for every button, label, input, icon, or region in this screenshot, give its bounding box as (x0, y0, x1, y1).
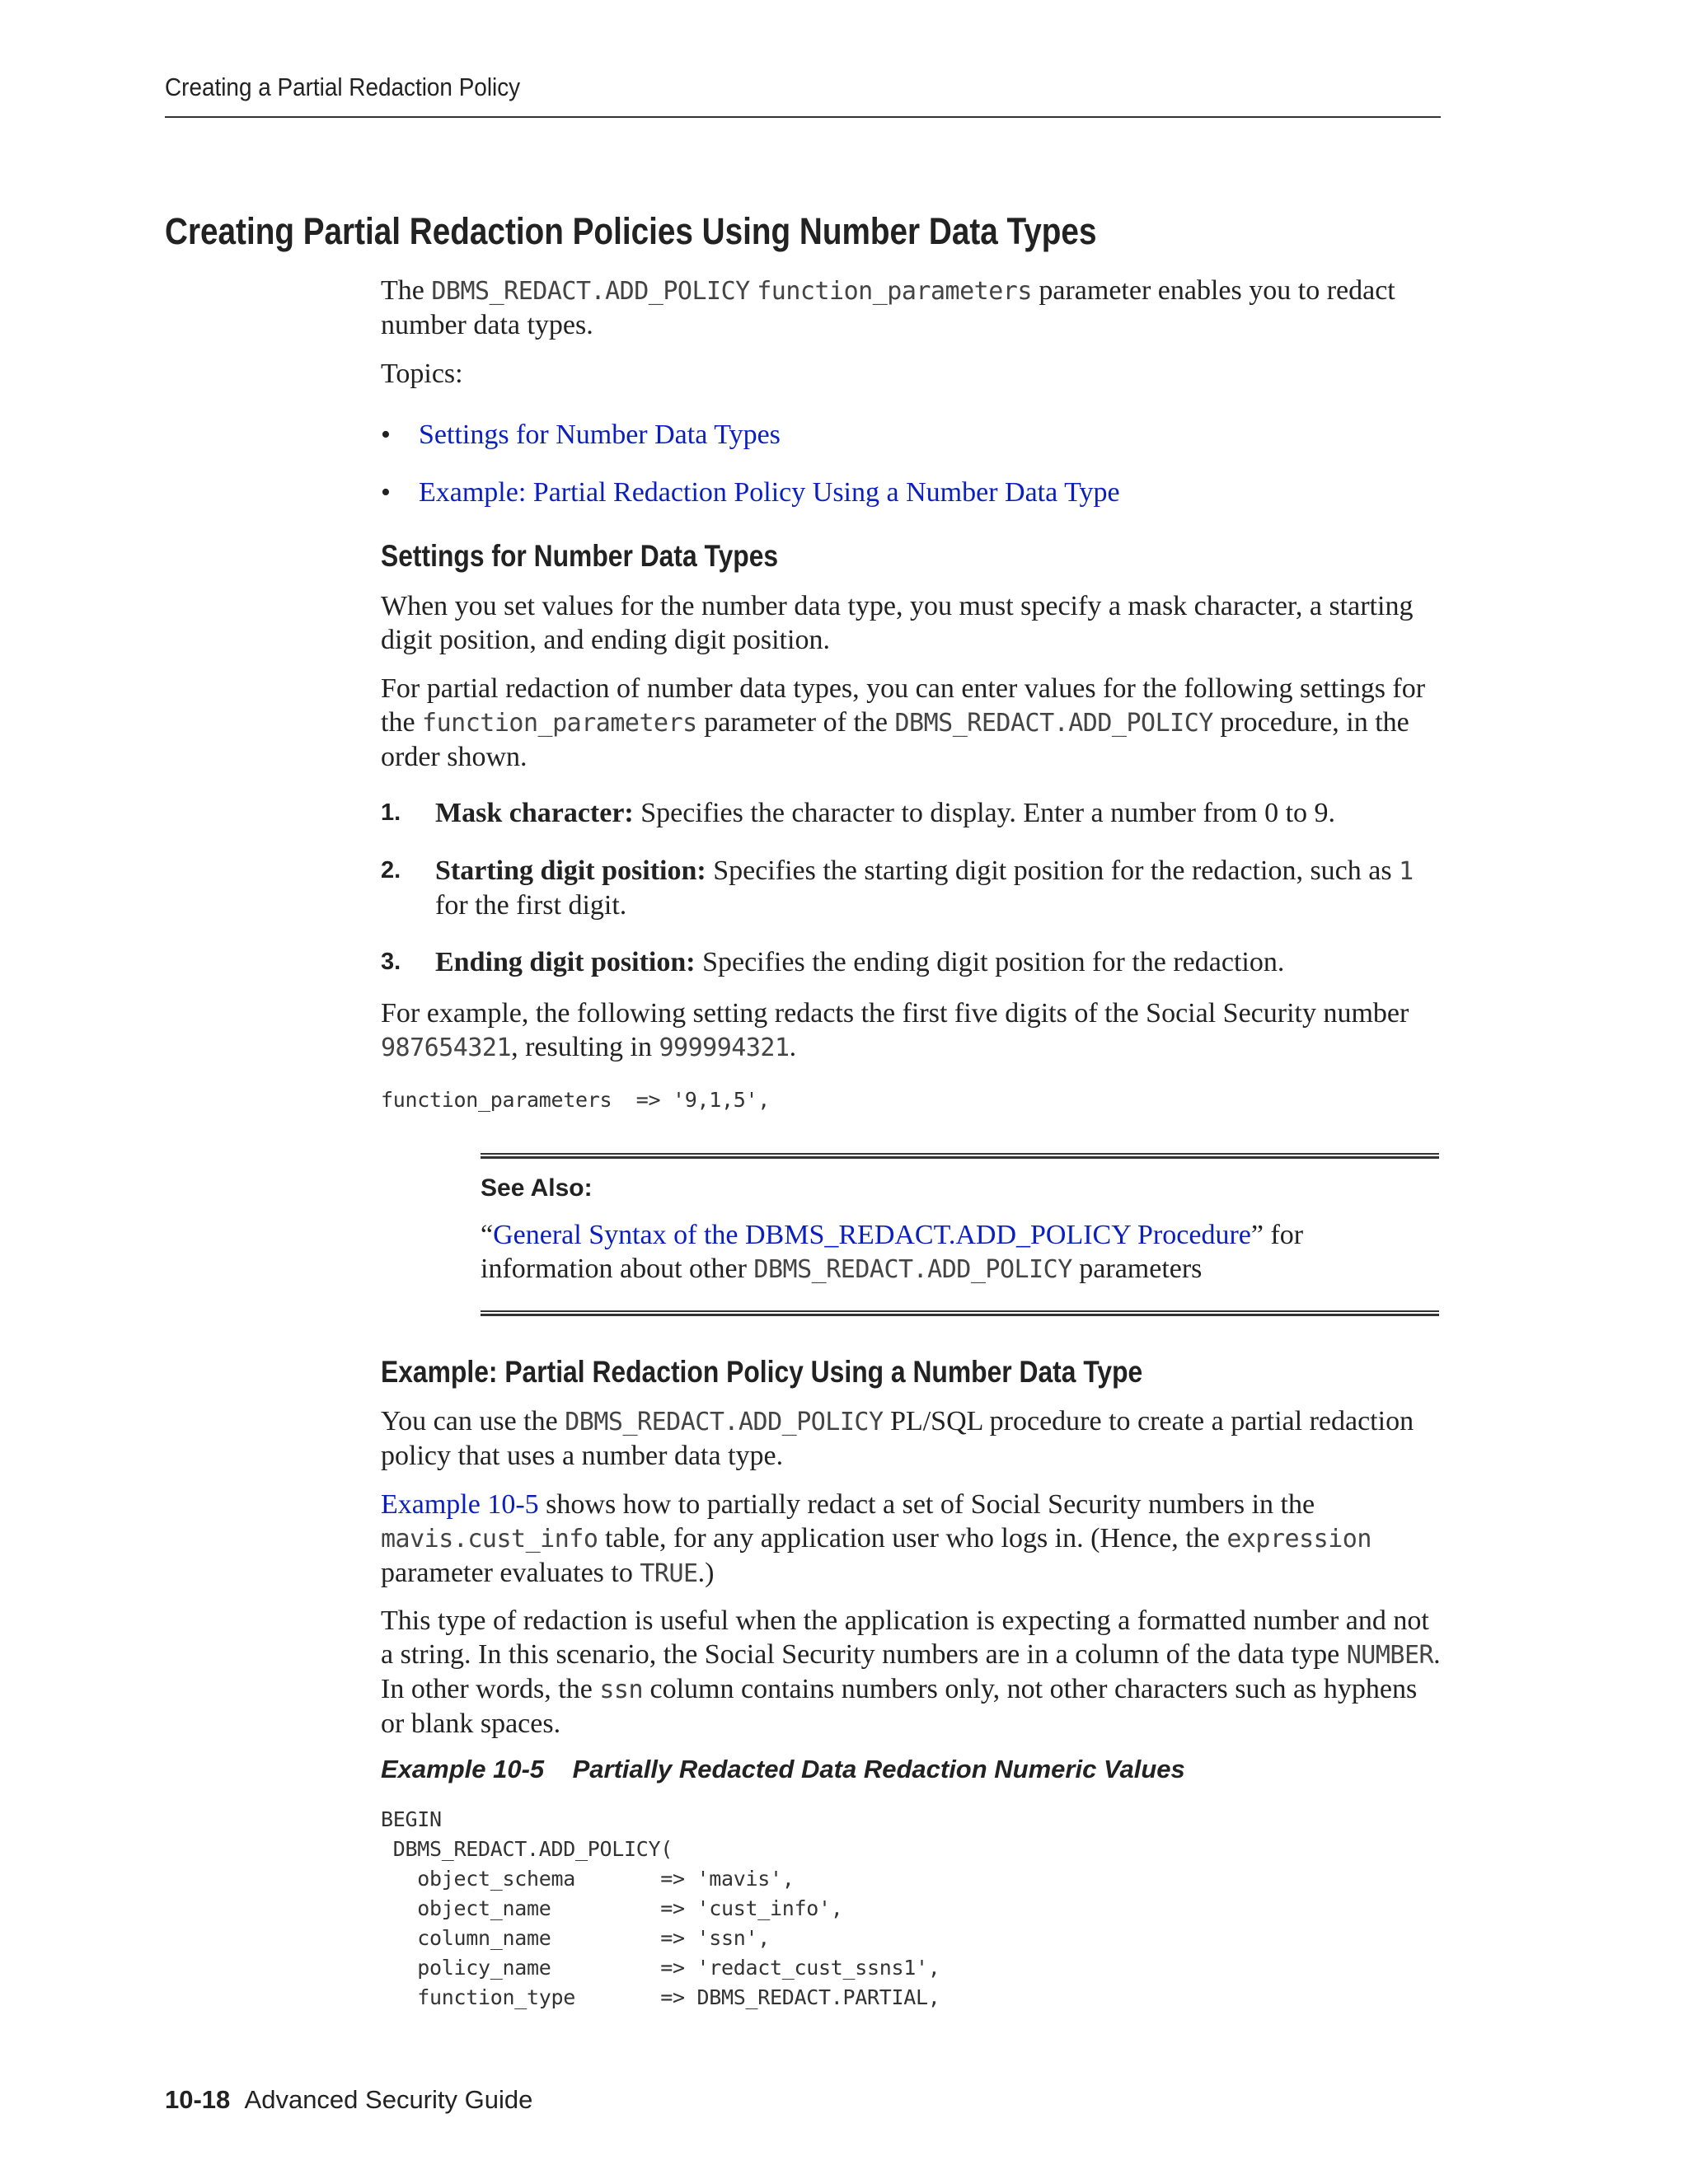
topics-label: Topics: (381, 359, 463, 389)
book-title: Advanced Security Guide (244, 2085, 533, 2114)
list-item-starting-digit (381, 854, 1444, 922)
settings-paragraph-3 (381, 996, 1444, 1065)
ex-p2-text-2: table, for any application user who logs in. (Hence, the (598, 1523, 1227, 1554)
topic-link-example[interactable]: Example: Partial Redaction Policy Using a Number Data Type (419, 477, 1120, 508)
example-caption: Example 10-5 Partially Redacted Data Redaction Numeric Values (381, 1755, 1185, 1783)
ex-p2-code-true: TRUE (640, 1559, 698, 1588)
topic-item-example[interactable] (381, 476, 1120, 509)
example-10-5-link[interactable]: Example 10-5 (381, 1489, 539, 1520)
ex-p1-code: DBMS_REDACT.ADD_POLICY (565, 1408, 884, 1436)
intro-code-function-parameters: function_parameters (757, 277, 1032, 306)
p3-text-3: . (789, 1032, 797, 1062)
list-item-text: Specifies the character to display. Enter a number from 0 to 9. (633, 798, 1336, 828)
see-also-top-rule (481, 1153, 1439, 1159)
settings-heading: Settings for Number Data Types (381, 539, 779, 573)
intro-code-add-policy: DBMS_REDACT.ADD_POLICY (431, 277, 750, 306)
example-paragraph-1 (381, 1404, 1444, 1473)
see-also-code: DBMS_REDACT.ADD_POLICY (753, 1255, 1072, 1284)
running-header: Creating a Partial Redaction Policy (165, 73, 521, 101)
list-item-mask-character (381, 796, 1444, 830)
ex-p2-text-1: shows how to partially redact a set of Social Security numbers in the (538, 1489, 1315, 1520)
topic-link-settings[interactable]: Settings for Number Data Types (419, 419, 781, 450)
intro-text-1: The (381, 275, 432, 306)
settings-paragraph-2 (381, 672, 1444, 774)
p3-text-2: , resulting in (511, 1032, 659, 1062)
topic-item-settings[interactable] (381, 418, 781, 452)
list-number: 2. (381, 857, 401, 883)
ex-p1-text-2: PL/SQL procedure to create a partial redaction policy that uses a number data type. (381, 1406, 1414, 1471)
list-number: 1. (381, 799, 401, 826)
p2-code-add-policy: DBMS_REDACT.ADD_POLICY (894, 709, 1213, 738)
ex-p2-code-expression: expression (1226, 1525, 1372, 1554)
list-item-ending-digit (381, 945, 1444, 979)
intro-paragraph (381, 274, 1444, 342)
see-also-quote: “ (481, 1220, 494, 1250)
ex-p3-code-ssn: ssn (599, 1675, 644, 1704)
ex-p3-text-3: column contains numbers only, not other characters such as hyphens or blank spaces. (381, 1674, 1418, 1739)
ex-p3-text-2: . In other words, the (381, 1639, 1441, 1704)
section-title: Creating Partial Redaction Policies Using Number Data Types (165, 210, 1097, 252)
example-paragraph-3 (381, 1604, 1444, 1741)
ex-p2-code-table: mavis.cust_info (381, 1525, 598, 1554)
see-also-text-2: parameters (1071, 1254, 1203, 1284)
list-item-text-2: for the first digit. (435, 890, 627, 921)
see-also-link[interactable]: General Syntax of the DBMS_REDACT.ADD_POLICY Procedure (493, 1220, 1251, 1250)
ex-p3-code-number: NUMBER (1346, 1641, 1434, 1670)
p3-code-ssn-original: 987654321 (381, 1033, 512, 1062)
see-also-bottom-rule (481, 1310, 1439, 1316)
ex-p2-text-3: parameter evaluates to (381, 1558, 640, 1588)
list-item-text: Specifies the starting digit position for the redaction, such as (706, 855, 1400, 886)
list-number: 3. (381, 949, 401, 975)
p2-text-2: parameter of the (696, 707, 895, 738)
p3-code-ssn-redacted: 999994321 (659, 1033, 790, 1062)
bullet-icon: • (381, 419, 391, 450)
intro-text-2 (750, 275, 757, 306)
header-rule (165, 116, 1441, 118)
list-item-label: Mask character: (435, 798, 634, 828)
example-heading: Example: Partial Redaction Policy Using a Number Data Type (381, 1355, 1143, 1389)
ex-p2-text-4: .) (697, 1558, 715, 1588)
ex-p1-text-1: You can use the (381, 1406, 565, 1436)
p2-text-3: procedure, in the order shown. (381, 707, 1409, 772)
code-function-parameters: function_parameters => '9,1,5', (381, 1088, 771, 1112)
see-also-title: See Also: (481, 1174, 593, 1202)
intro-text-3: parameter enables you to redact number data types. (381, 275, 1395, 340)
example-paragraph-2 (381, 1488, 1444, 1591)
list-item-label: Ending digit position: (435, 947, 696, 977)
example-code-block: BEGIN DBMS_REDACT.ADD_POLICY( object_schema => 'mavis', object_name => 'cust_info', column_name => 'ssn', policy_name => 'redact_cust_ssns1', function_type => DBMS_REDACT.PARTIAL, (381, 1807, 940, 2009)
settings-paragraph-1: When you set values for the number data type, you must specify a mask character, a starting digit position, and ending digit position. (381, 591, 1414, 655)
bullet-icon: • (381, 477, 391, 508)
page-number: 10-18 (165, 2085, 231, 2114)
see-also-body (481, 1218, 1437, 1286)
p2-text-1: For partial redaction of number data types, you can enter values for the following settings for the (381, 673, 1426, 738)
ex-p3-text-1: This type of redaction is useful when the application is expecting a formatted number and not a string. In this scenario, the Social Security numbers are in a column of the data type (381, 1605, 1429, 1670)
p2-code-function-parameters: function_parameters (422, 709, 697, 738)
list-item-code: 1 (1399, 857, 1414, 886)
p3-text-1: For example, the following setting redacts the first five digits of the Social Security number (381, 998, 1409, 1029)
list-item-label: Starting digit position: (435, 855, 706, 886)
list-item-text: Specifies the ending digit position for the redaction. (695, 947, 1285, 977)
see-also-text-1: ” for information about other (481, 1220, 1304, 1284)
page-footer (165, 2085, 532, 2115)
